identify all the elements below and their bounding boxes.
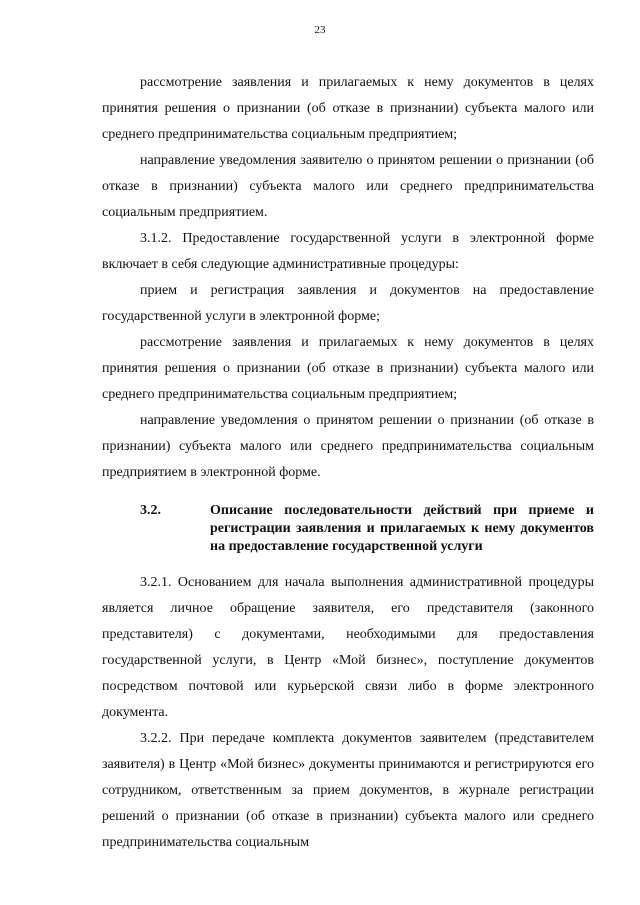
document-body: [102, 70, 594, 856]
paragraph: 3.1.2. Предоставление государственной услуги в электронной форме включает в себя следующие административные процедуры:: [102, 231, 594, 272]
paragraph: направление уведомления заявителю о принятом решении о признании (об отказе в признании) субъекта малого или среднего предпринимательства социальным предприятием.: [102, 153, 594, 220]
paragraph: рассмотрение заявления и прилагаемых к нему документов в целях принятия решения о признании (об отказе в признании) субъекта малого или среднего предпринимательства социальным предприятием;: [102, 75, 594, 142]
paragraph: 3.2.1. Основанием для начала выполнения административной процедуры является личное обращение заявителя, его представителя (законного представителя) с документами, необходимыми для предоставления государственной услуги, в Центр «Мой бизнес», поступление документов посредством почтовой или курьерской связи либо в форме электронного документа.: [102, 575, 594, 720]
section-heading: [102, 502, 594, 556]
page-number: 23: [314, 24, 326, 36]
section-title: Описание последовательности действий при приеме и регистрации заявления и прилагаемых к нему документов на предоставление государственной услуги: [210, 503, 594, 554]
paragraph: направление уведомления о принятом решении о признании (об отказе в признании) субъекта малого или среднего предпринимательства социальным предприятием в электронной форме.: [102, 413, 594, 480]
paragraph: рассмотрение заявления и прилагаемых к нему документов в целях принятия решения о признании (об отказе в признании) субъекта малого или среднего предпринимательства социальным предприятием;: [102, 335, 594, 402]
paragraph: 3.2.2. При передаче комплекта документов заявителем (представителем заявителя) в Центр «Мой бизнес» документы принимаются и регистрируются его сотрудником, ответственным за прием документов, в журнале регистрации решений о признании (об отказе в признании) субъекта малого или среднего предпринимательства социальным: [102, 731, 594, 850]
paragraph: прием и регистрация заявления и документов на предоставление государственной услуги в электронной форме;: [102, 283, 594, 324]
section-number: 3.2.: [140, 503, 161, 518]
